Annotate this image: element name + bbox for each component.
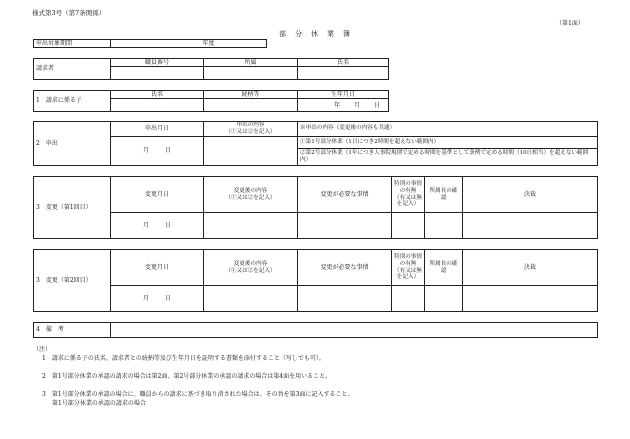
col-head-confirmation: 所属長の確認: [425, 177, 463, 213]
note-3-tail: 第1号部分休業の承認の請求の場合: [52, 400, 146, 407]
change-2-date-field[interactable]: [111, 286, 204, 312]
change-1-month-unit: 月: [143, 221, 150, 229]
birth-year-unit: 年: [334, 101, 341, 109]
option-1-note: ①第1号部分休業（1日につき2時間を超えない範囲内）: [298, 136, 598, 148]
change-2-day-unit: 日: [164, 294, 171, 302]
content-note-header: ※申出の内容（変更後の内容も共通）: [298, 122, 598, 137]
application-label: 2 申出: [34, 122, 111, 166]
change-1-table: [33, 176, 598, 239]
change-2-label: 3 変更（第2回目）: [34, 250, 111, 312]
requester-label: 請求者: [34, 59, 111, 80]
change-1-label: 3 変更（第1回目）: [34, 177, 111, 239]
application-day-unit: 日: [164, 147, 171, 155]
change-1-content-field[interactable]: [204, 213, 298, 239]
period-label: 申出対象期間: [34, 40, 111, 48]
application-month-unit: 月: [143, 147, 150, 155]
col-decision: 決裁: [463, 177, 598, 213]
col-name: 氏名: [298, 59, 389, 67]
change-1-decision-field[interactable]: [463, 213, 598, 239]
col-department: 所属: [204, 59, 298, 67]
col-change-date: 変更月日: [111, 177, 204, 213]
remarks-label: 4 備 考: [34, 323, 111, 338]
staff-number-field[interactable]: [111, 67, 204, 80]
change-2-table: [33, 249, 598, 312]
form-number: 様式第3号（第7条関係）: [32, 9, 106, 17]
change-2-month-unit: 月: [143, 294, 150, 302]
note-1: 1 請求に係る子の氏名、請求者との続柄等及び生年月日を証明する書類を添付すること（写しでも可）。: [42, 355, 325, 362]
page-title: 部 分 休 業 簿: [279, 30, 351, 38]
option-2-note: ②第2号部分休業（1年につき人事院規則で定める時間を基準として条例で定める時間（10日相当）を超えない範囲内）: [298, 148, 598, 165]
requester-table: [33, 58, 389, 80]
child-label: 1 請求に係る子: [34, 91, 111, 112]
note-2: 2 第1号部分休業の承認の請求の場合は第2面、第2号部分休業の承認の請求の場合は第4面を用いること。: [42, 373, 332, 380]
change-2-reason-field[interactable]: [298, 286, 392, 312]
birth-date-field[interactable]: [298, 99, 389, 112]
col-application-date: 申出月日: [111, 122, 204, 137]
change-2-decision-field[interactable]: [463, 286, 598, 312]
col-change-date: 変更月日: [111, 250, 204, 286]
period-field[interactable]: [111, 40, 267, 48]
year-suffix: 年度: [202, 40, 215, 47]
col-birth-date: 生年月日: [298, 91, 389, 99]
period-table: [33, 39, 267, 48]
application-content-field[interactable]: [204, 136, 298, 165]
change-1-reason-field[interactable]: [298, 213, 392, 239]
child-table: [33, 90, 389, 112]
col-head-confirmation: 所属長の確認: [425, 250, 463, 286]
change-1-date-field[interactable]: [111, 213, 204, 239]
notes-heading: （注）: [33, 346, 52, 353]
col-special-circumstance: 特別の事情の有無 （有又は無を記入）: [392, 250, 425, 286]
birth-day-unit: 日: [373, 101, 380, 109]
child-name-field[interactable]: [111, 99, 204, 112]
col-change-content: 変更後の内容 （①又は②を記入）: [204, 177, 298, 213]
change-2-content-field[interactable]: [204, 286, 298, 312]
change-1-special-field[interactable]: [392, 213, 425, 239]
application-table: [33, 121, 598, 166]
change-1-head-field[interactable]: [425, 213, 463, 239]
note-3: 3 第1号部分休業の承認の場合に、職員からの請求に基づき取り消された場合は、その旨を第3面に記入すること。: [42, 391, 354, 398]
col-application-content: 申出の内容 （①又は②を記入）: [204, 122, 298, 137]
col-decision: 決裁: [463, 250, 598, 286]
col-child-name: 氏名: [111, 91, 204, 99]
col-staff-number: 職員番号: [111, 59, 204, 67]
name-field[interactable]: [298, 67, 389, 80]
change-2-special-field[interactable]: [392, 286, 425, 312]
change-1-day-unit: 日: [164, 221, 171, 229]
birth-month-unit: 月: [354, 101, 361, 109]
remarks-table: [33, 322, 598, 338]
col-special-circumstance: 特別の事情の有無 （有又は無を記入）: [392, 177, 425, 213]
application-date-field[interactable]: [111, 136, 204, 165]
col-change-reason: 変更が必要な事情: [298, 177, 392, 213]
department-field[interactable]: [204, 67, 298, 80]
col-change-reason: 変更が必要な事情: [298, 250, 392, 286]
col-change-content: 変更後の内容 （①又は②を記入）: [204, 250, 298, 286]
remarks-field[interactable]: [111, 323, 598, 338]
page-number: （第1面）: [556, 20, 584, 27]
relation-field[interactable]: [204, 99, 298, 112]
col-relation: 続柄等: [204, 91, 298, 99]
change-2-head-field[interactable]: [425, 286, 463, 312]
